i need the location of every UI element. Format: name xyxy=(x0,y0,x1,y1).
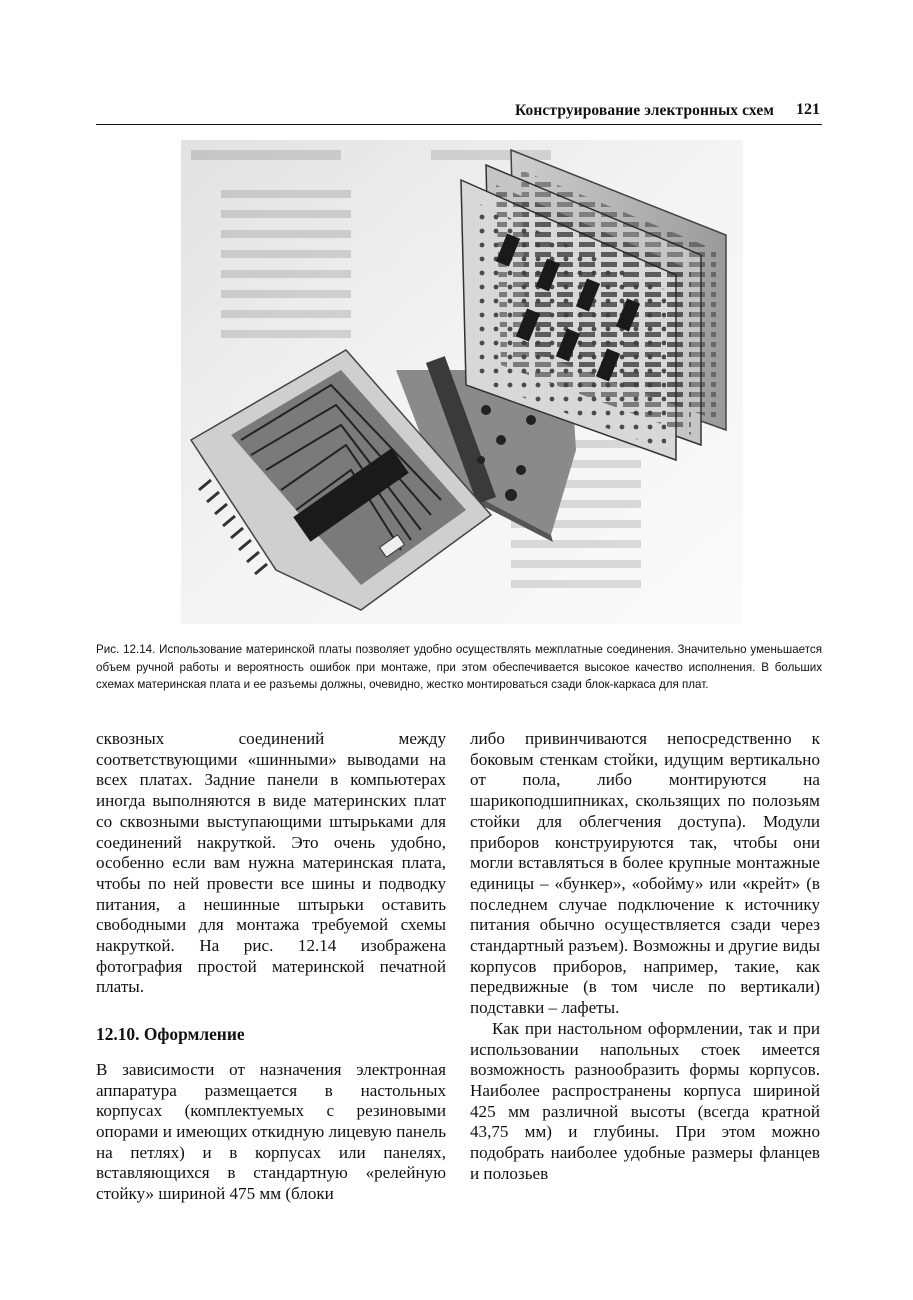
page-number: 121 xyxy=(796,101,820,118)
section-heading: 12.10. Оформление xyxy=(96,1024,245,1045)
paragraph: сквозных соединений между соответствующими «шинными» выводами на всех платах. Задние панели в компьютерах иногда выполняются в виде материнских плат со сквозными выступающими штырьками для соединений накруткой. Это очень удобно, особенно если вам нужна материнская плата, чтобы по ней провести все шины и подводку питания, а нешинные штырьки оставить свободными для монтажа требуемой схемы накруткой. На рис. 12.14 изображена фотография простой материнской печатной платы. xyxy=(96,729,446,997)
photo-illustration xyxy=(181,140,743,624)
left-column xyxy=(96,729,446,1205)
paragraph: Как при настольном оформлении, так и при использовании напольных стоек имеется возможность разнообразить формы корпусов. Наиболее распространены корпуса шириной 425 мм различной высоты (всегда кратной 43,75 мм) и глубины. При этом можно подобрать наиболее удобные размеры фланцев и полозьев xyxy=(470,1018,820,1183)
paragraph: В зависимости от назначения электронная аппаратура размещается в настольных корпусах (комплектуемых с резиновыми опорами и имеющих откидную лицевую панель на петлях) и в корпусах или панелях, вставляющихся в стандартную «релейную стойку» шириной 475 мм (блоки xyxy=(96,1059,446,1204)
figure-photo-motherboard xyxy=(181,140,743,624)
figure-caption: Рис. 12.14. Использование материнской платы позволяет удобно осуществлять межплатные соединения. Значительно уменьшается объем ручной работы и вероятность ошибок при монтаже, при этом обеспечивается высокое качество исполнения. В больших схемах материнская плата и ее разъемы должны, очевидно, жестко монтироваться сзади блок-каркаса для плат. xyxy=(96,643,822,691)
running-title: Конструирование электронных схем xyxy=(514,102,774,119)
paragraph: либо привинчиваются непосредственно к боковым стенкам стойки, идущим вертикально от пола, либо монтируются на шарикоподшипниках, скользящих по полозьям стойки для облегчения доступа). Модули приборов конструируются так, чтобы они могли вставляться в более крупные монтажные единицы – «бункер», «обойму» или «крейт» (в последнем случае подключение к источнику питания обычно осуществляется сзади через стандартный разъем). Возможны и другие виды корпусов приборов, например, такие, как передвижные (в том числе по вертикали) подставки – лафеты. xyxy=(470,729,820,1018)
running-header xyxy=(96,102,822,125)
right-column xyxy=(470,729,820,1184)
